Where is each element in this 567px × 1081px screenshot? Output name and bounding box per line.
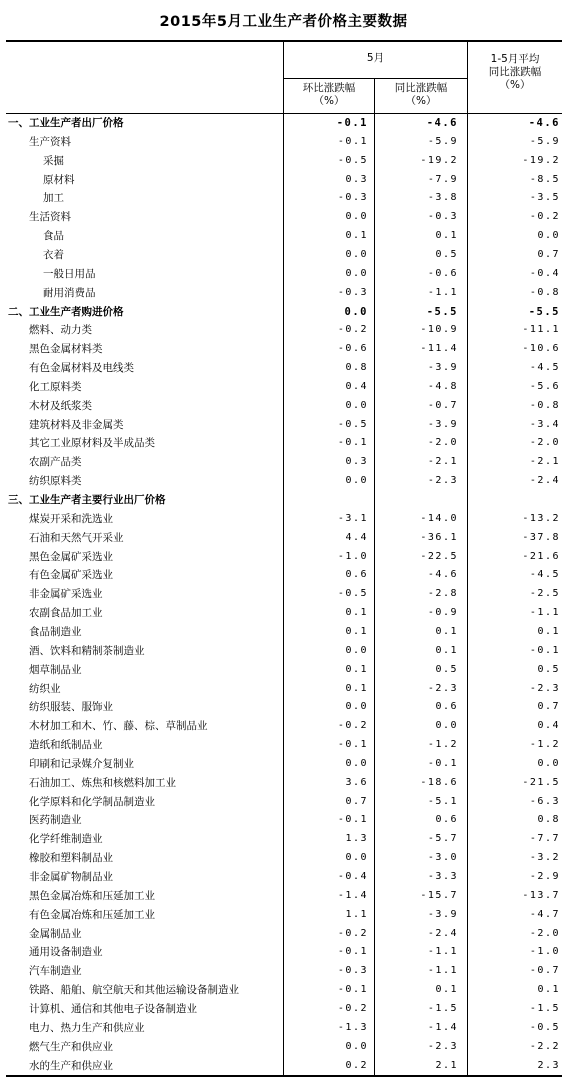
table-row [6, 378, 562, 397]
avg-value: -4.5 [529, 569, 560, 581]
avg-value: 0.0 [537, 230, 560, 242]
table-row [6, 114, 562, 133]
avg-value: -8.5 [529, 173, 560, 185]
mom-value: -0.5 [337, 154, 368, 166]
yoy-value: -1.2 [427, 739, 458, 751]
table-row [6, 472, 562, 491]
avg-value: -0.8 [529, 399, 560, 411]
avg-value: -13.2 [522, 512, 560, 524]
yoy-value: -2.3 [427, 682, 458, 694]
row-label: 通用设备制造业 [29, 946, 103, 959]
table-row [6, 981, 562, 1000]
row-label: 一般日用品 [43, 267, 96, 280]
mom-value: -0.5 [337, 418, 368, 430]
mom-value: 0.4 [345, 380, 368, 392]
row-label: 计算机、通信和其他电子设备制造业 [29, 1002, 197, 1015]
table-row [6, 585, 562, 604]
table-row [6, 529, 562, 548]
row-label: 金属制品业 [29, 927, 82, 940]
row-label: 黑色金属矿采选业 [29, 550, 113, 563]
table-row [6, 661, 562, 680]
avg-value: 0.5 [537, 663, 560, 675]
yoy-value: -3.9 [427, 362, 458, 374]
yoy-header-line1: 同比涨跌幅 [394, 82, 448, 94]
mom-header [284, 82, 374, 108]
mom-value: -0.1 [337, 739, 368, 751]
yoy-value: -15.7 [420, 889, 458, 901]
avg-value: 0.1 [537, 984, 560, 996]
avg-value: -4.7 [529, 908, 560, 920]
mom-value: 0.0 [345, 248, 368, 260]
yoy-value: -10.9 [420, 324, 458, 336]
row-label: 化工原料类 [29, 380, 82, 393]
row-label: 一、工业生产者出厂价格 [8, 117, 124, 129]
yoy-value: -3.3 [427, 871, 458, 882]
mom-value: -1.4 [337, 889, 368, 901]
table-row [6, 717, 562, 736]
table-row [6, 868, 562, 887]
yoy-value: -1.1 [427, 965, 458, 977]
row-label: 生产资料 [29, 135, 71, 148]
month-header: 5月 [366, 52, 385, 64]
avg-value: -2.2 [529, 1040, 560, 1052]
yoy-header [375, 82, 467, 108]
mom-value: 0.3 [345, 173, 368, 185]
mom-value: -0.5 [337, 588, 368, 600]
row-label: 衣着 [43, 248, 64, 261]
yoy-value: -2.3 [427, 1040, 458, 1052]
yoy-value: -0.9 [427, 607, 458, 619]
table-row [6, 189, 562, 208]
avg-header-line1: 1-5月平均 [490, 53, 540, 65]
mom-value: 0.0 [345, 757, 368, 769]
yoy-value: 0.1 [435, 625, 458, 637]
table-row [6, 416, 562, 435]
avg-value: -13.7 [522, 889, 560, 901]
row-label: 有色金属冶炼和压延加工业 [29, 908, 155, 921]
yoy-value: -5.7 [427, 833, 458, 845]
row-label: 石油和天然气开采业 [29, 531, 124, 544]
table-row [6, 208, 562, 227]
avg-value: -3.2 [529, 852, 560, 864]
table-row [6, 491, 562, 510]
table-row [6, 152, 562, 171]
yoy-value: -19.2 [420, 154, 458, 166]
table-row [6, 962, 562, 981]
table-row [6, 566, 562, 585]
mom-value: -0.1 [337, 437, 368, 449]
table-row [6, 510, 562, 529]
mom-value: 0.7 [345, 795, 368, 807]
row-label: 非金属矿物制品业 [29, 871, 113, 883]
avg-value: -1.1 [529, 607, 560, 619]
yoy-value: -1.1 [427, 286, 458, 298]
table-row [6, 133, 562, 152]
table-row [6, 434, 562, 453]
row-label: 食品制造业 [29, 625, 82, 638]
row-label: 化学纤维制造业 [29, 833, 103, 846]
page-title: 2015年5月工业生产者价格主要数据 [159, 14, 408, 30]
row-label: 橡胶和塑料制品业 [29, 852, 113, 865]
yoy-value: -0.3 [427, 211, 458, 223]
mom-value: -0.2 [337, 720, 368, 732]
row-label: 有色金属材料及电线类 [29, 362, 134, 375]
table-row [6, 303, 562, 322]
yoy-value: -11.4 [420, 343, 458, 355]
row-label: 水的生产和供应业 [29, 1059, 113, 1072]
avg-value: -2.4 [529, 475, 560, 487]
avg-value: -10.6 [522, 343, 560, 355]
row-label: 耐用消费品 [43, 286, 96, 299]
avg-value: 0.4 [537, 720, 560, 732]
table-row [6, 340, 562, 359]
mom-value: 0.1 [345, 607, 368, 619]
yoy-value: -4.6 [426, 117, 458, 129]
mom-value: -0.3 [337, 192, 368, 204]
mom-value: 1.3 [345, 833, 368, 845]
table-row [6, 359, 562, 378]
row-label: 酒、饮料和精制茶制造业 [29, 644, 145, 657]
table-row [6, 265, 562, 284]
table-row [6, 623, 562, 642]
table-row [6, 906, 562, 925]
row-label: 燃料、动力类 [29, 324, 92, 337]
yoy-value: -1.5 [427, 1002, 458, 1014]
yoy-value: -1.4 [427, 1021, 458, 1033]
avg-value: -5.5 [528, 305, 560, 318]
avg-value: -2.0 [529, 927, 560, 939]
mom-value: 0.0 [345, 475, 368, 487]
table-row [6, 698, 562, 717]
yoy-value: -2.0 [427, 437, 458, 449]
yoy-value: -2.8 [427, 588, 458, 600]
table-row [6, 774, 562, 793]
avg-value: -4.6 [528, 117, 560, 129]
row-label: 烟草制品业 [29, 663, 82, 676]
mom-value: 1.1 [345, 908, 368, 920]
mom-value: 3.6 [345, 776, 368, 788]
yoy-value: -0.1 [427, 757, 458, 769]
avg-value: -0.5 [529, 1021, 560, 1033]
avg-value: 0.7 [537, 701, 560, 713]
yoy-value: -22.5 [420, 550, 458, 562]
avg-value: -1.0 [529, 946, 560, 958]
table-row [6, 321, 562, 340]
mom-value: 0.0 [345, 267, 368, 279]
avg-value: 0.0 [537, 757, 560, 769]
mom-value: -0.1 [336, 117, 368, 129]
table-row [6, 943, 562, 962]
yoy-value: 0.5 [435, 663, 458, 675]
row-label: 造纸和纸制品业 [29, 739, 103, 752]
row-label: 二、工业生产者购进价格 [8, 305, 124, 318]
table-row [6, 171, 562, 190]
mom-value: -0.4 [337, 871, 368, 882]
yoy-value: 0.0 [435, 720, 458, 732]
avg-value: -21.6 [522, 550, 560, 562]
mom-value: 0.0 [344, 305, 368, 318]
avg-value: -0.4 [529, 267, 560, 279]
row-label: 医药制造业 [29, 814, 82, 827]
avg-value: -0.8 [529, 286, 560, 298]
avg-value: -4.5 [529, 362, 560, 374]
month-header-rule [283, 78, 467, 79]
mom-value: 0.0 [345, 399, 368, 411]
row-label: 纺织原料类 [29, 475, 82, 488]
yoy-value: -5.9 [427, 135, 458, 147]
row-label: 建筑材料及非金属类 [29, 418, 124, 431]
table-row [6, 830, 562, 849]
row-label: 加工 [43, 192, 64, 205]
yoy-value: -4.8 [427, 380, 458, 392]
mom-value: -0.1 [337, 984, 368, 996]
table-row [6, 925, 562, 944]
mom-value: 0.1 [345, 230, 368, 242]
mom-value: -0.2 [337, 1002, 368, 1014]
mom-value: 0.3 [345, 456, 368, 468]
row-label: 石油加工、炼焦和核燃料加工业 [29, 776, 176, 789]
yoy-value: -36.1 [420, 531, 458, 543]
table-row [6, 453, 562, 472]
mom-value: 0.0 [345, 211, 368, 223]
table-row [6, 887, 562, 906]
mom-value: 0.8 [345, 362, 368, 374]
yoy-value: -3.8 [427, 192, 458, 204]
table-row [6, 1057, 562, 1076]
avg-value: -0.2 [529, 211, 560, 223]
mom-value: -0.3 [337, 286, 368, 298]
row-label: 煤炭开采和洗选业 [29, 512, 113, 525]
row-label: 生活资料 [29, 211, 71, 224]
yoy-value: 2.1 [435, 1059, 458, 1071]
yoy-value: -4.6 [427, 569, 458, 581]
table-row [6, 811, 562, 830]
yoy-value: 0.5 [435, 248, 458, 260]
avg-value: 0.1 [537, 625, 560, 637]
yoy-value: 0.6 [435, 814, 458, 826]
avg-value: -11.1 [522, 324, 560, 336]
mom-value: -0.1 [337, 135, 368, 147]
avg-value: -2.3 [529, 682, 560, 694]
mom-value: 0.0 [345, 701, 368, 713]
yoy-value: -3.9 [427, 418, 458, 430]
mom-value: 0.1 [345, 625, 368, 637]
price-data-table [6, 40, 562, 1077]
yoy-value: 0.1 [435, 644, 458, 656]
avg-value: -5.6 [529, 380, 560, 392]
table-row [6, 284, 562, 303]
row-label: 汽车制造业 [29, 965, 82, 978]
avg-header-line2: 同比涨跌幅 [488, 66, 542, 78]
yoy-value: -2.1 [427, 456, 458, 468]
avg-value: -2.9 [529, 871, 560, 882]
yoy-value: -0.7 [427, 399, 458, 411]
yoy-value: 0.6 [435, 701, 458, 713]
avg-value: -2.0 [529, 437, 560, 449]
yoy-header-line2: （%） [405, 95, 437, 107]
row-label: 纺织服装、服饰业 [29, 701, 113, 714]
mom-value: -1.3 [337, 1021, 368, 1033]
row-label: 纺织业 [29, 682, 61, 695]
mom-value: 0.1 [345, 663, 368, 675]
yoy-value: -18.6 [420, 776, 458, 788]
row-label: 铁路、船舶、航空航天和其他运输设备制造业 [29, 984, 239, 997]
yoy-value: -0.6 [427, 267, 458, 279]
table-row [6, 793, 562, 812]
row-label: 化学原料和化学制品制造业 [29, 795, 155, 808]
yoy-value: -2.4 [427, 927, 458, 939]
mom-value: 0.2 [345, 1059, 368, 1071]
avg-value: 0.8 [537, 814, 560, 826]
yoy-value: 0.1 [435, 230, 458, 242]
avg-header [468, 53, 562, 92]
table-row [6, 755, 562, 774]
yoy-value: -1.1 [427, 946, 458, 958]
row-label: 印刷和记录媒介复制业 [29, 757, 134, 770]
row-label: 木材及纸浆类 [29, 399, 92, 412]
mom-value: -0.1 [337, 946, 368, 958]
row-label: 其它工业原材料及半成品类 [29, 437, 155, 450]
yoy-value: -5.5 [426, 305, 458, 318]
avg-value: 2.3 [537, 1059, 560, 1071]
table-row [6, 227, 562, 246]
row-label: 食品 [43, 230, 64, 243]
table-row [6, 849, 562, 868]
yoy-value: 0.1 [435, 984, 458, 996]
avg-value: -21.5 [522, 776, 560, 788]
avg-value: -0.7 [529, 965, 560, 977]
yoy-value: -14.0 [420, 512, 458, 524]
avg-value: -0.1 [529, 644, 560, 656]
table-row [6, 604, 562, 623]
avg-value: -2.1 [529, 456, 560, 468]
table-row [6, 1038, 562, 1057]
mom-value: -0.3 [337, 965, 368, 977]
mom-value: 0.0 [345, 1040, 368, 1052]
yoy-value: -5.1 [427, 795, 458, 807]
table-row [6, 1019, 562, 1038]
avg-value: -19.2 [522, 154, 560, 166]
yoy-value: -3.9 [427, 908, 458, 920]
mom-value: 0.6 [345, 569, 368, 581]
mom-value: -1.0 [337, 550, 368, 562]
mom-value: -3.1 [337, 512, 368, 524]
avg-value: -5.9 [529, 135, 560, 147]
mom-value: -0.1 [337, 814, 368, 826]
row-label: 电力、热力生产和供应业 [29, 1021, 145, 1034]
table-top-rule [6, 40, 562, 42]
mom-value: 0.0 [345, 852, 368, 864]
mom-header-line1: 环比涨跌幅 [302, 82, 356, 94]
mom-value: 4.4 [345, 531, 368, 543]
avg-value: 0.7 [537, 248, 560, 260]
row-label: 木材加工和木、竹、藤、棕、草制品业 [29, 720, 208, 733]
table-row [6, 736, 562, 755]
avg-value: -7.7 [529, 833, 560, 845]
row-label: 有色金属矿采选业 [29, 569, 113, 582]
row-label: 农副产品类 [29, 456, 82, 469]
row-label: 三、工业生产者主要行业出厂价格 [8, 494, 166, 506]
row-label: 采掘 [43, 154, 64, 167]
row-label: 非金属矿采选业 [29, 588, 103, 601]
avg-value: -37.8 [522, 531, 560, 543]
yoy-value: -7.9 [427, 173, 458, 185]
table-row [6, 1000, 562, 1019]
table-row [6, 680, 562, 699]
avg-value: -1.2 [529, 739, 560, 751]
mom-value: -0.6 [337, 343, 368, 355]
mom-value: -0.2 [337, 927, 368, 939]
table-row [6, 548, 562, 567]
mom-value: 0.0 [345, 644, 368, 656]
row-label: 黑色金属冶炼和压延加工业 [29, 889, 155, 902]
avg-value: -6.3 [529, 795, 560, 807]
row-label: 黑色金属材料类 [29, 343, 103, 356]
table-row [6, 642, 562, 661]
mom-header-line2: （%） [313, 95, 345, 107]
avg-header-line3: （%） [499, 79, 531, 91]
row-label: 原材料 [43, 173, 75, 186]
avg-value: -3.4 [529, 418, 560, 430]
avg-value: -2.5 [529, 588, 560, 600]
avg-value: -3.5 [529, 192, 560, 204]
mom-value: 0.1 [345, 682, 368, 694]
table-row [6, 397, 562, 416]
table-row [6, 246, 562, 265]
avg-value: -1.5 [529, 1002, 560, 1014]
row-label: 燃气生产和供应业 [29, 1040, 113, 1053]
yoy-value: -2.3 [427, 475, 458, 487]
yoy-value: -3.0 [427, 852, 458, 864]
row-label: 农副食品加工业 [29, 607, 103, 620]
mom-value: -0.2 [337, 324, 368, 336]
